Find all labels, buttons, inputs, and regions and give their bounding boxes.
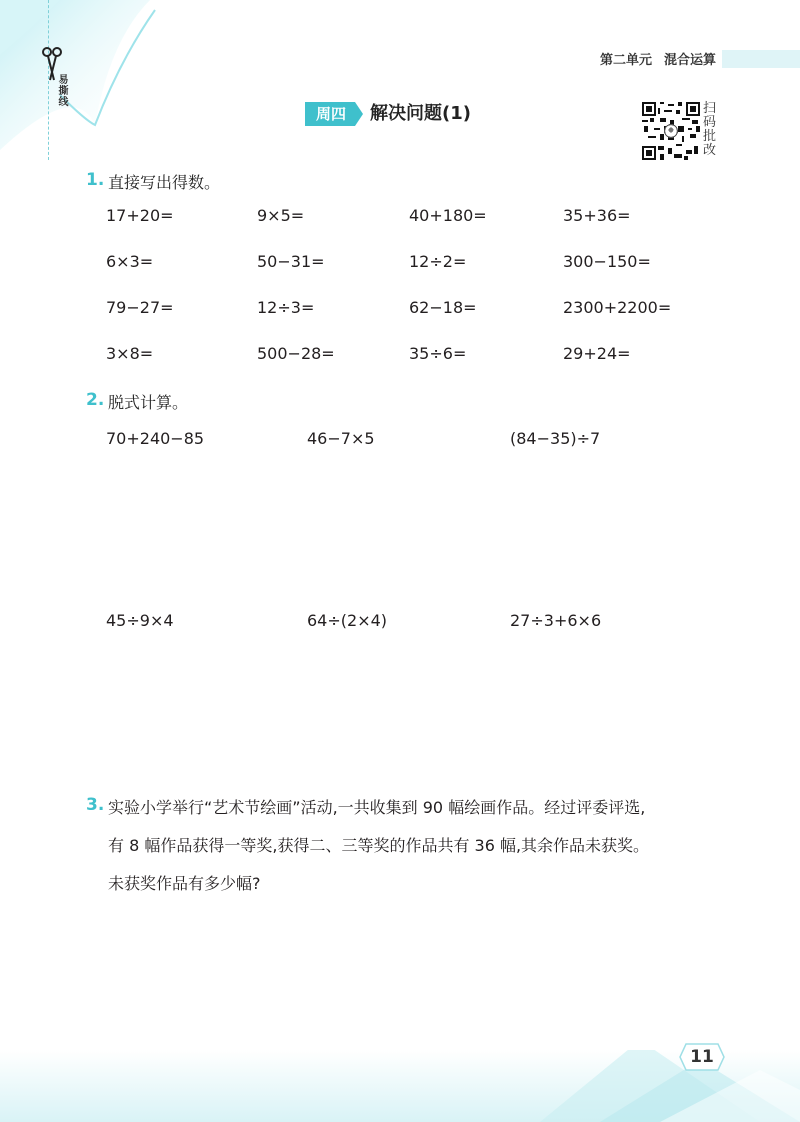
day-label: 周四 [315,105,346,123]
section-2-title: 脱式计算。 [108,393,189,412]
oral-problem: 6×3= [106,252,154,271]
word-problem-line: 有 8 幅作品获得一等奖,获得二、三等奖的作品共有 36 幅,其余作品未获奖。 [108,836,650,855]
header-unit [588,49,716,68]
page-title: 解决问题(1) [370,103,471,124]
oral-problem: 2300+2200= [563,298,672,317]
stepwise-problem: 27÷3+6×6 [510,611,602,630]
oral-problem: 35÷6= [409,344,467,363]
oral-problem: 500−28= [257,344,335,363]
oral-problem: 12÷3= [257,298,315,317]
word-problem-line: 未获奖作品有多少幅? [108,874,261,893]
oral-problem: 79−27= [106,298,174,317]
oral-problem: 50−31= [257,252,325,271]
oral-problem: 29+24= [563,344,631,363]
stepwise-problem: 46−7×5 [307,429,375,448]
page-number: 11 [690,1047,714,1067]
oral-problem: 9×5= [257,206,305,225]
scan-label: 扫码批改 [703,101,717,158]
section-1-number: 1. [86,170,105,190]
oral-problem: 3×8= [106,344,154,363]
topic-label: 混合运算 [663,53,716,68]
oral-problem: 62−18= [409,298,477,317]
qr-code-icon[interactable] [642,102,700,160]
section-1-title: 直接写出得数。 [108,173,221,192]
word-problem-line: 实验小学举行“艺术节绘画”活动,一共收集到 90 幅绘画作品。经过评委评选, [108,798,646,817]
stepwise-problem: 64÷(2×4) [307,611,388,630]
day-badge [305,102,363,126]
stepwise-problem: 45÷9×4 [106,611,174,630]
section-2-number: 2. [86,390,105,410]
corner-decoration [0,0,180,160]
cut-line-label: 易撕线 [56,74,67,107]
oral-problem: 40+180= [409,206,487,225]
oral-problem: 35+36= [563,206,631,225]
stepwise-problem: 70+240−85 [106,429,205,448]
unit-label: 第二单元 [599,53,652,68]
oral-problem: 300−150= [563,252,651,271]
stepwise-problem: (84−35)÷7 [510,429,601,448]
header-band [722,50,800,68]
section-3-number: 3. [86,795,105,815]
oral-problem: 12÷2= [409,252,467,271]
oral-problem: 17+20= [106,206,174,225]
